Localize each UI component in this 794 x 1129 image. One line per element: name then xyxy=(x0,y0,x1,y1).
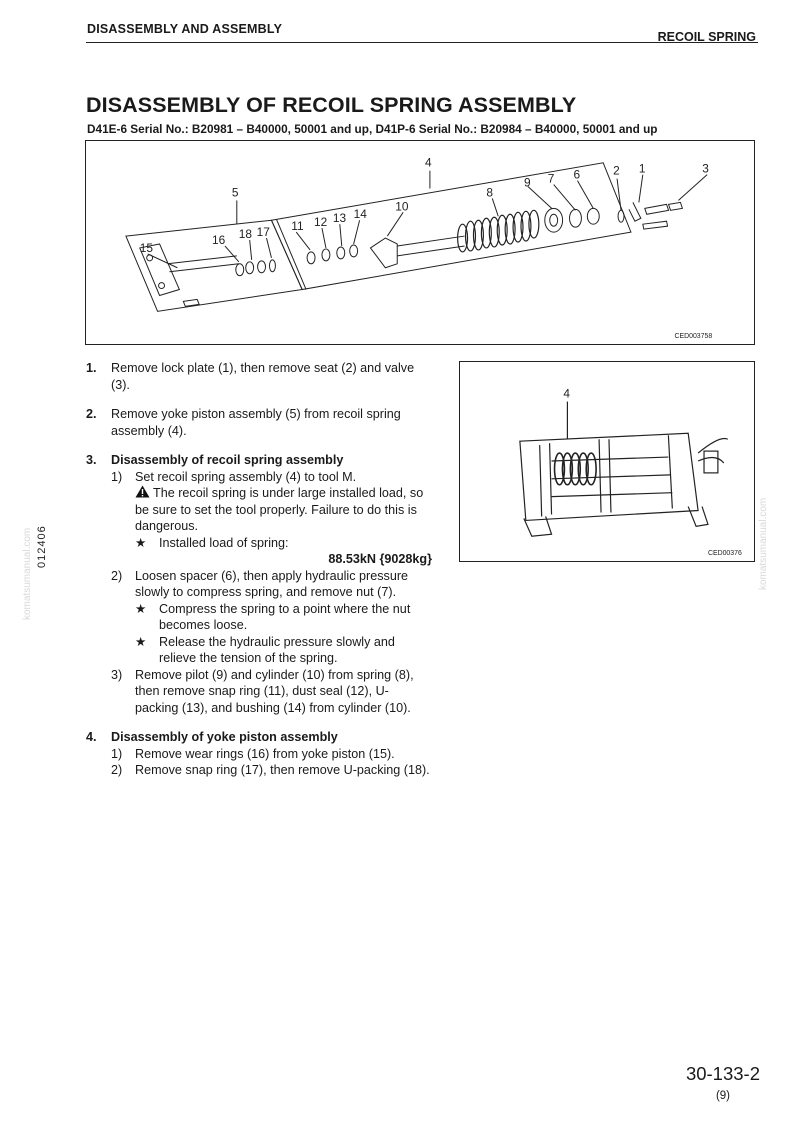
page-title: DISASSEMBLY OF RECOIL SPRING ASSEMBLY xyxy=(86,93,577,117)
page-number: 30-133-2 xyxy=(685,1063,760,1084)
star-icon: ★ xyxy=(135,535,147,550)
substep-4-1 xyxy=(111,746,432,763)
substep-text: Remove pilot (9) and cylinder (10) from spring (8), then remove snap ring (11), dust seal (12), U-packing (13), and bushing (14) from cylinder (10). xyxy=(135,667,414,715)
callout-7: 7 xyxy=(547,171,555,186)
substep-text: Loosen spacer (6), then apply hydraulic pressure slowly to compress spring, and remove nut (7). xyxy=(135,568,409,599)
header-rule xyxy=(86,42,758,43)
step-number: 3. xyxy=(86,453,97,467)
tool-m-drawing xyxy=(460,362,754,561)
exploded-view-drawing xyxy=(86,141,754,344)
callout-2: 2 xyxy=(613,163,620,178)
step-heading: Disassembly of yoke piston assembly xyxy=(111,730,338,744)
exploded-view-figure xyxy=(85,140,755,345)
callout-15: 15 xyxy=(139,240,153,255)
side-document-code: 012406 xyxy=(36,525,48,568)
star-note xyxy=(135,535,432,552)
callout-4: 4 xyxy=(424,155,432,170)
side-figure-code: CED00376 xyxy=(707,550,742,558)
substep-4-2 xyxy=(111,762,432,779)
callout-10: 10 xyxy=(395,199,409,214)
watermark-right: komatsumanual.com xyxy=(758,497,769,590)
step-4 xyxy=(86,729,432,779)
header-chapter-title: RECOIL SPRING xyxy=(657,30,756,44)
page-revision: (9) xyxy=(715,1090,730,1102)
note-text: Release the hydraulic pressure slowly and relieve the tension of the spring. xyxy=(159,634,395,665)
callout-14: 14 xyxy=(353,207,367,222)
serial-numbers: D41E-6 Serial No.: B20981 – B40000, 50001 and up, D41P-6 Serial No.: B20984 – B40000, 50001 and up xyxy=(87,122,658,136)
star-note xyxy=(135,601,432,634)
substep-number: 1) xyxy=(111,469,123,484)
callout-3: 3 xyxy=(702,161,709,176)
side-callout-4: 4 xyxy=(563,386,571,401)
substep-number: 3) xyxy=(111,667,123,682)
substep-number: 2) xyxy=(111,763,123,777)
spring-load-value: 88.53kN {9028kg} xyxy=(328,552,432,566)
callout-1: 1 xyxy=(638,161,646,176)
step-number: 2. xyxy=(86,407,97,421)
substep-text: Remove wear rings (16) from yoke piston (15). xyxy=(135,746,395,761)
callout-11: 11 xyxy=(291,219,304,234)
star-icon: ★ xyxy=(135,601,147,616)
callout-16: 16 xyxy=(212,232,226,247)
step-3 xyxy=(86,452,432,716)
note-text: Installed load of spring: xyxy=(159,535,289,550)
callout-8: 8 xyxy=(486,185,493,200)
substep-number: 2) xyxy=(111,568,123,583)
substep-number: 1) xyxy=(111,746,123,761)
warning-text: The recoil spring is under large installed load, so be sure to set the tool properly. Failure to do this is dangerous. xyxy=(135,486,424,533)
warning-note xyxy=(135,485,432,535)
tool-m-figure xyxy=(459,361,755,562)
callout-12: 12 xyxy=(314,215,328,230)
substep-3-2 xyxy=(111,568,432,667)
step-text: Remove yoke piston assembly (5) from recoil spring assembly (4). xyxy=(111,407,401,438)
substep-text: Set recoil spring assembly (4) to tool M. xyxy=(135,469,357,484)
step-text: Remove lock plate (1), then remove seat (2) and valve (3). xyxy=(111,361,415,392)
header-section-title: DISASSEMBLY AND ASSEMBLY xyxy=(87,22,283,36)
step-number: 1. xyxy=(86,361,97,375)
substep-text: Remove snap ring (17), then remove U-packing (18). xyxy=(135,763,430,777)
star-note xyxy=(135,634,432,667)
substep-3-3 xyxy=(111,667,432,717)
figure-main-code: CED003758 xyxy=(674,333,713,341)
callout-5: 5 xyxy=(231,185,239,200)
watermark-left: komatsumanual.com xyxy=(22,527,33,620)
step-heading: Disassembly of recoil spring assembly xyxy=(111,453,344,467)
callout-18: 18 xyxy=(238,227,253,242)
callout-6: 6 xyxy=(573,167,581,182)
step-1 xyxy=(86,360,432,393)
star-icon: ★ xyxy=(135,634,147,649)
step-2 xyxy=(86,406,432,439)
warning-triangle-icon xyxy=(135,485,150,498)
substep-3-1 xyxy=(111,469,432,568)
procedure-text xyxy=(86,360,432,792)
callout-17: 17 xyxy=(256,225,270,240)
note-text: Compress the spring to a point where the nut becomes loose. xyxy=(159,601,411,632)
callout-9: 9 xyxy=(523,175,531,190)
step-number: 4. xyxy=(86,730,97,744)
callout-13: 13 xyxy=(332,211,347,226)
